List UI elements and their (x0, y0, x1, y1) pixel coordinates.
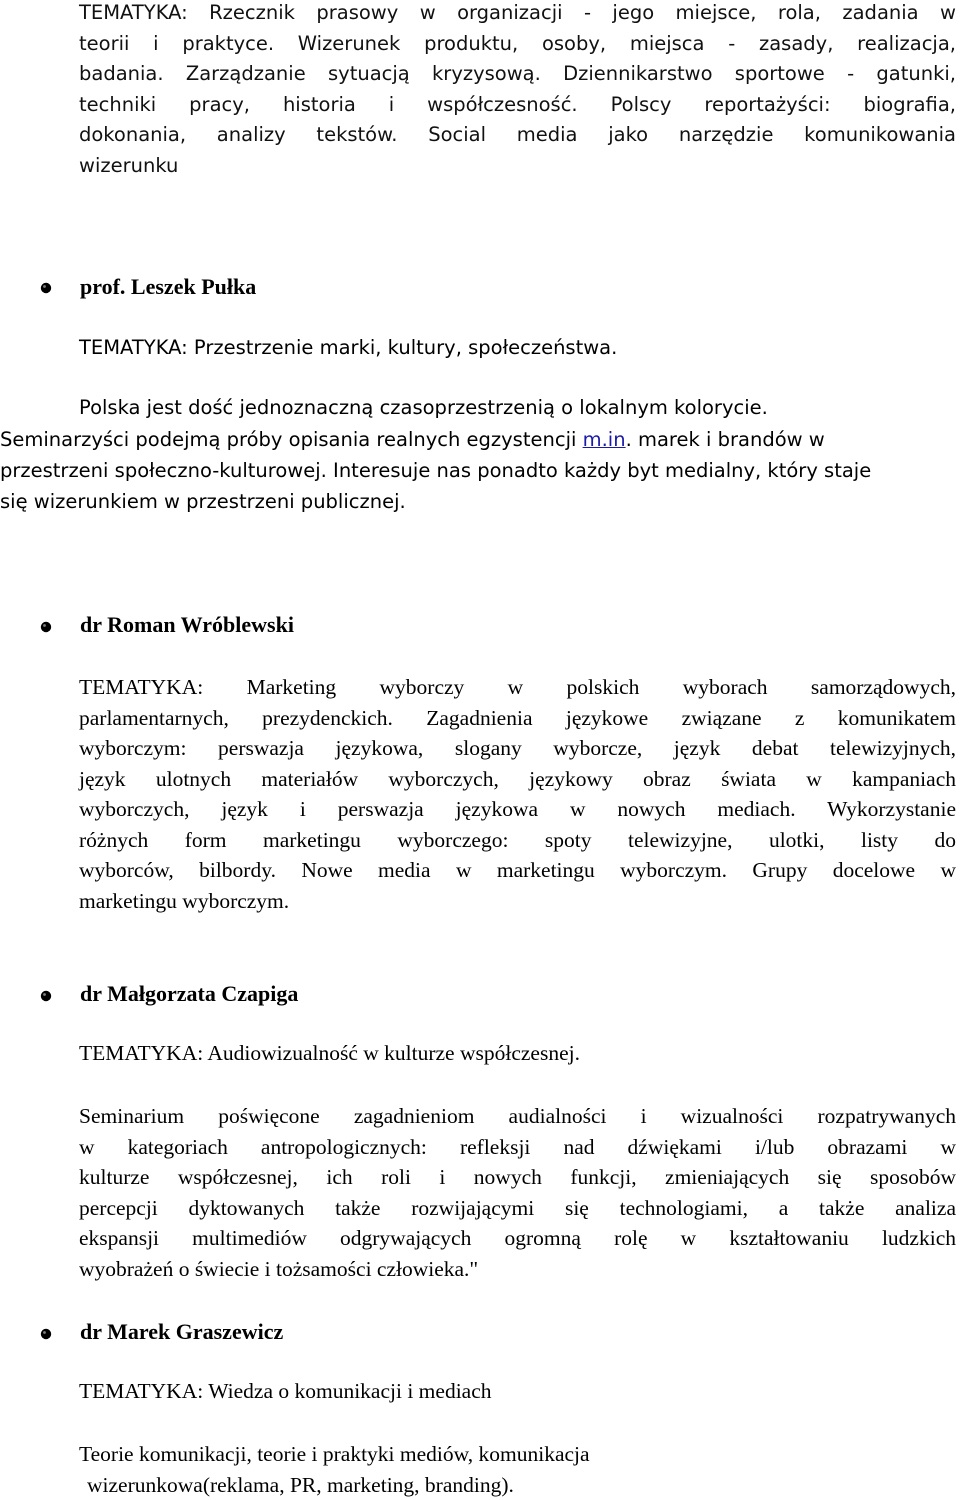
bullet-dot-icon (40, 621, 52, 633)
description-line: się wizerunkiem w przestrzeni publicznej. (0, 490, 406, 513)
description-paragraph (79, 1101, 956, 1284)
supervisor-name: prof. Leszek Pułka (80, 274, 256, 300)
supervisor-name: dr Roman Wróblewski (80, 612, 294, 638)
supervisor-name: dr Marek Graszewicz (80, 1319, 283, 1345)
paragraph-line: wizerunkowa(reklama, PR, marketing, branding). (79, 1470, 779, 1500)
paragraph-line: w kategoriach antropologicznych: refleksji nad dźwiękami i/lub obrazami w (79, 1132, 956, 1163)
paragraph-line: ekspansji multimediów odgrywających ogromną rolę w kształtowaniu ludzkich (79, 1223, 956, 1254)
bullet-dot-icon (40, 1328, 52, 1340)
paragraph-line: wyborczym: perswazja językowa, slogany wyborcze, język debat telewizyjnych, (79, 733, 956, 764)
description-text: Seminarzyści podejmą próby opisania realnych egzystencji (0, 428, 583, 451)
paragraph-line: Teorie komunikacji, teorie i praktyki mediów, komunikacja (79, 1439, 779, 1470)
intro-line: teorii i praktyce. Wizerunek produktu, osoby, miejsca - zasady, realizacja, (79, 29, 956, 60)
abbreviation-link[interactable]: m.in (583, 428, 626, 451)
bullet-dot-icon (40, 282, 52, 294)
topic-paragraph (79, 672, 956, 916)
paragraph-line: wyborców, bilbordy. Nowe media w marketingu wyborczym. Grupy docelowe w (79, 855, 956, 886)
paragraph-line: wyborczych, język i perswazja językowa w nowych mediach. Wykorzystanie (79, 794, 956, 825)
intro-line: TEMATYKA: Rzecznik prasowy w organizacji - jego miejsce, rola, zadania w (79, 0, 956, 29)
paragraph-line: percepcji dyktowanych także rozwijającymi się technologiami, a także analiza (79, 1193, 956, 1224)
intro-line: badania. Zarządzanie sytuacją kryzysową. Dziennikarstwo sportowe - gatunki, (79, 59, 956, 90)
paragraph-line: TEMATYKA: Marketing wyborczy w polskich wyborach samorządowych, (79, 672, 956, 703)
paragraph-line: język ulotnych materiałów wyborczych, językowy obraz świata w kampaniach (79, 764, 956, 795)
paragraph-line: marketingu wyborczym. (79, 886, 956, 917)
supervisor-name: dr Małgorzata Czapiga (80, 981, 298, 1007)
topic-line: TEMATYKA: Wiedza o komunikacji i mediach (79, 1379, 492, 1404)
topic-line: TEMATYKA: Audiowizualność w kulturze współczesnej. (79, 1041, 580, 1066)
description-line: Polska jest dość jednoznaczną czasoprzestrzenią o lokalnym kolorycie. (79, 396, 768, 419)
description-text: . marek i brandów w (626, 428, 825, 451)
description-paragraph (79, 1439, 779, 1500)
description-line (0, 428, 825, 451)
bullet-dot-icon (40, 990, 52, 1002)
paragraph-line: kulturze współczesnej, ich roli i nowych funkcji, zmieniających się sposobów (79, 1162, 956, 1193)
paragraph-line: wyobrażeń o świecie i tożsamości człowieka." (79, 1254, 956, 1285)
intro-line: techniki pracy, historia i współczesność. Polscy reportażyści: biografia, (79, 90, 956, 121)
paragraph-line: Seminarium poświęcone zagadnieniom audialności i wizualności rozpatrywanych (79, 1101, 956, 1132)
topic-line: TEMATYKA: Przestrzenie marki, kultury, społeczeństwa. (79, 336, 617, 359)
paragraph-line: różnych form marketingu wyborczego: spoty telewizyjne, ulotki, listy do (79, 825, 956, 856)
paragraph-line: parlamentarnych, prezydenckich. Zagadnienia językowe związane z komunikatem (79, 703, 956, 734)
intro-paragraph (79, 0, 956, 181)
description-line: przestrzeni społeczno-kulturowej. Interesuje nas ponadto każdy byt medialny, który staje (0, 459, 871, 482)
intro-line: wizerunku (79, 151, 956, 182)
intro-line: dokonania, analizy tekstów. Social media jako narzędzie komunikowania (79, 120, 956, 151)
